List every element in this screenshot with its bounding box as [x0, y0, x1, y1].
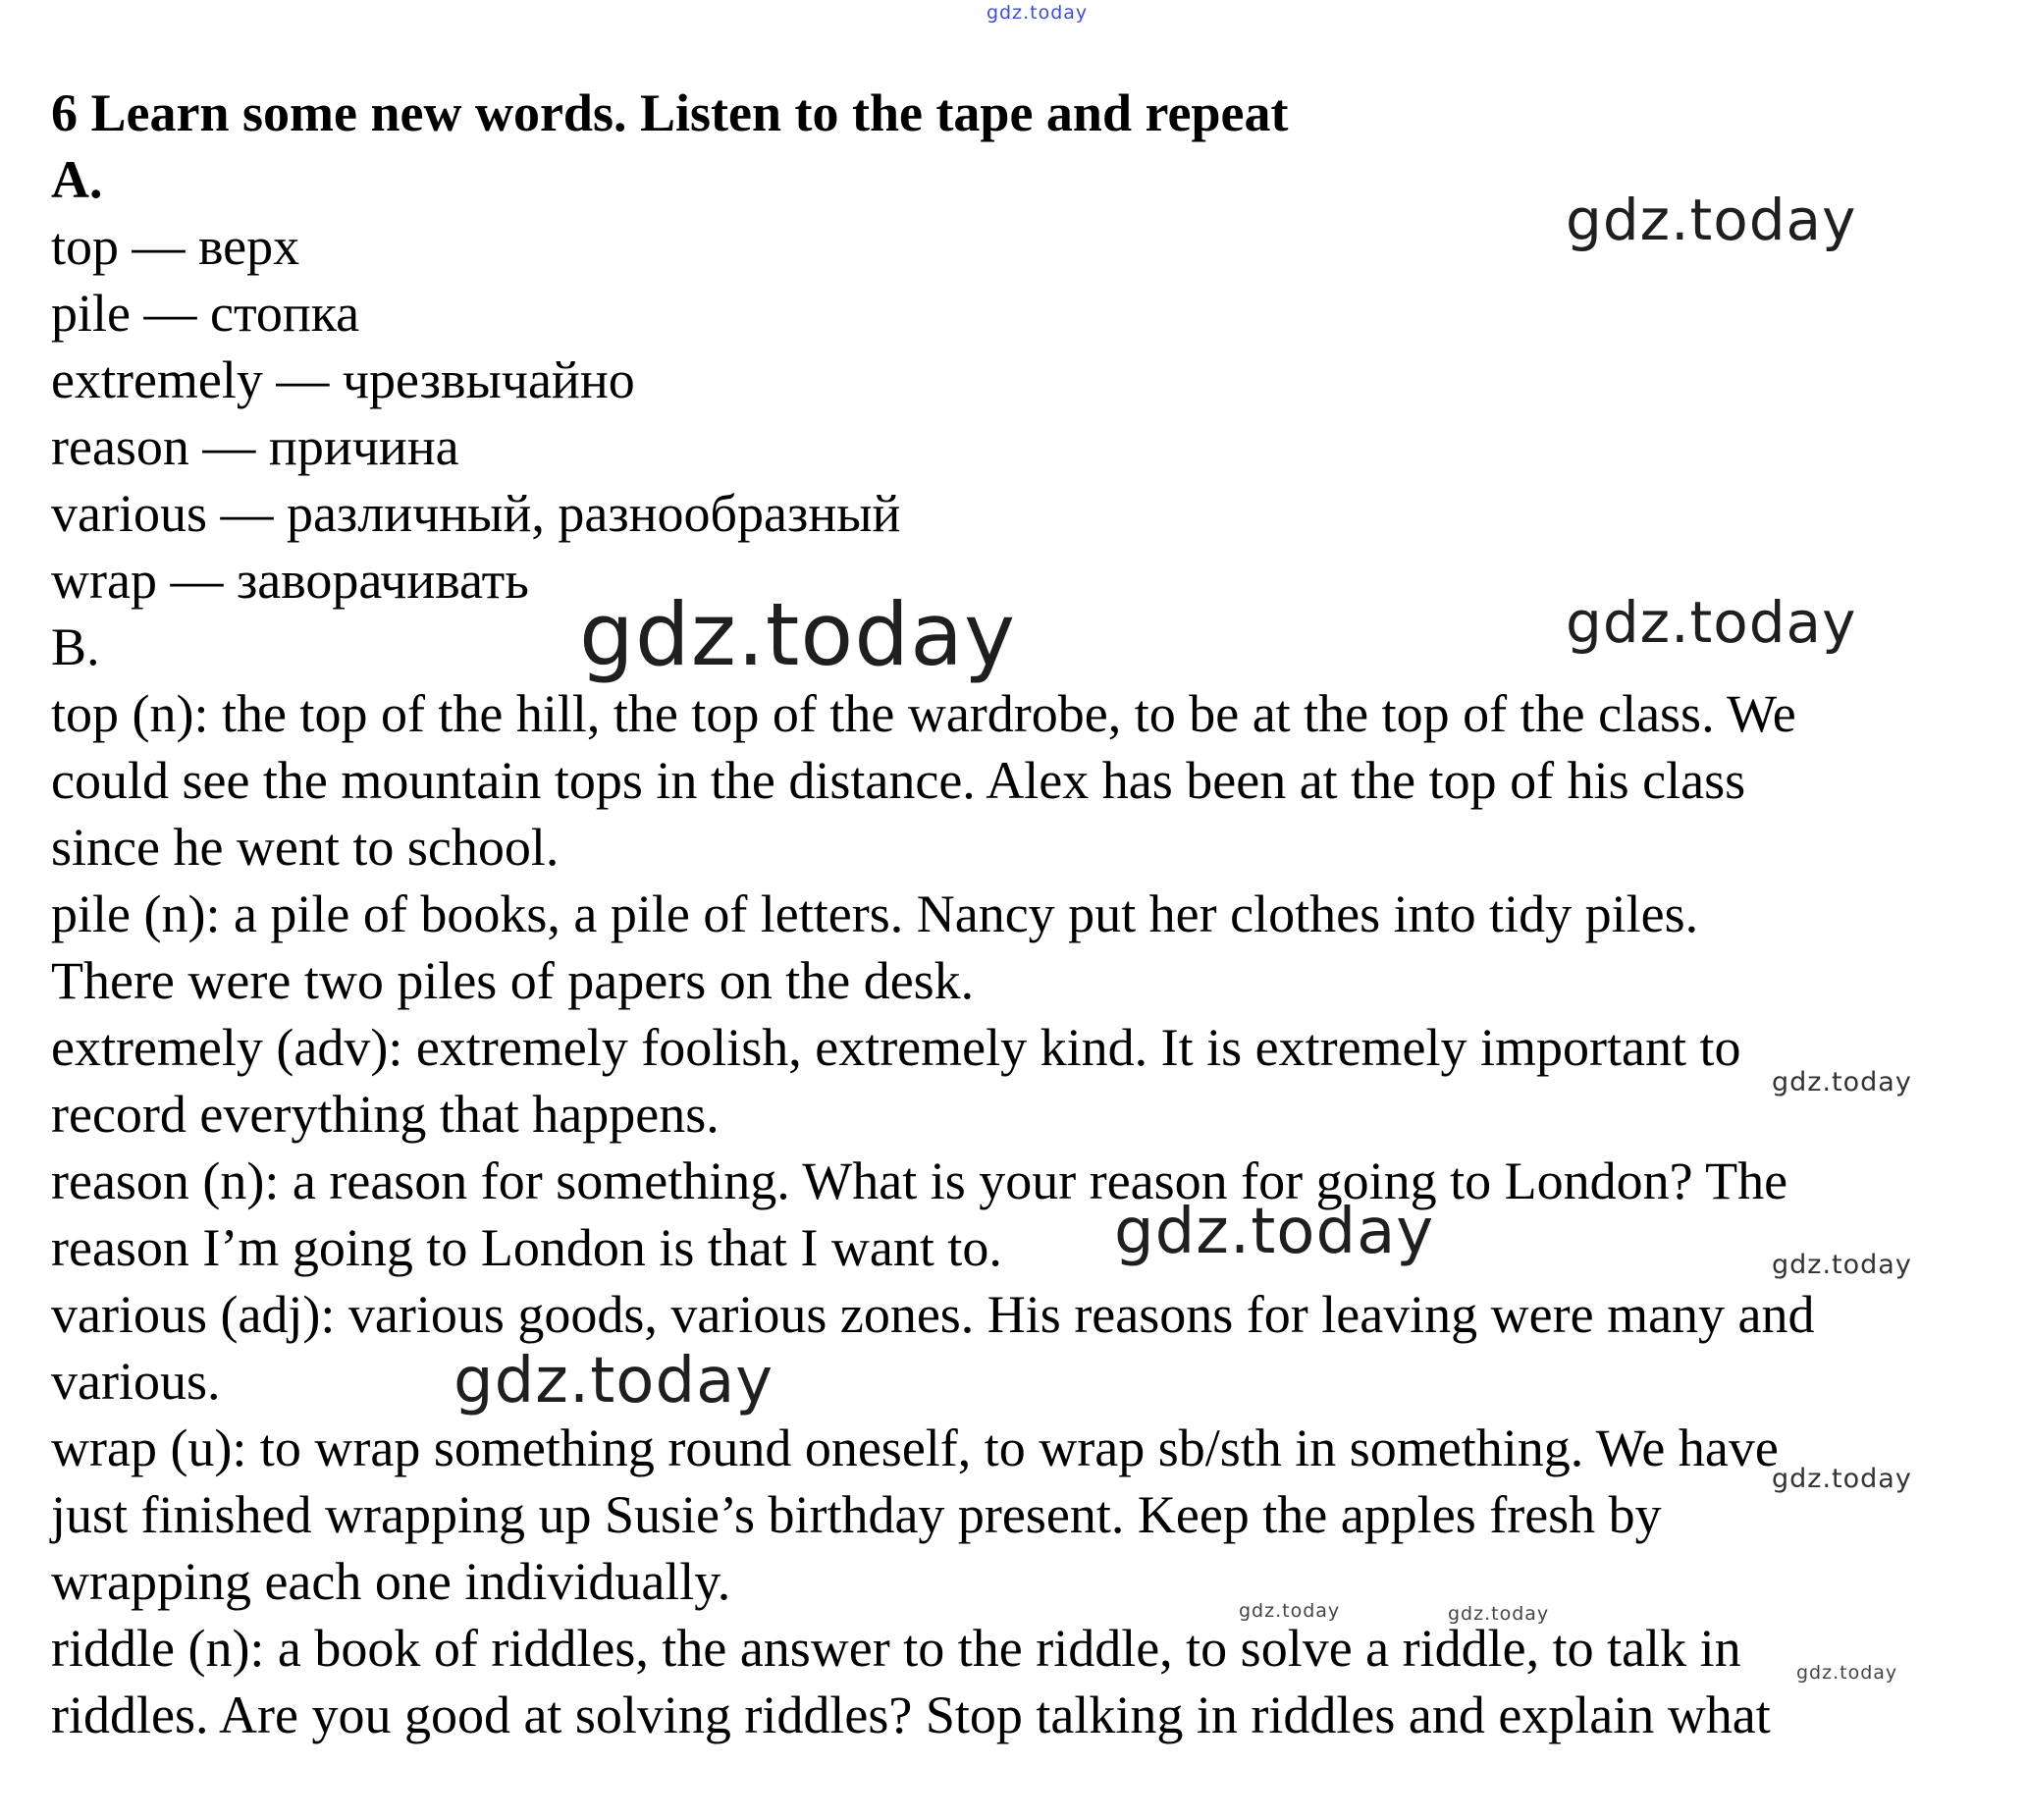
watermark-tiny: gdz.today — [1239, 1600, 1341, 1622]
section-b-label: B. — [51, 617, 100, 676]
section-a-label: A. — [51, 150, 103, 209]
body-line: record everything that happens. — [51, 1085, 720, 1144]
watermark-tiny: gdz.today — [1448, 1603, 1550, 1625]
body-line: riddles. Are you good at solving riddles? Stop talking in riddles and explain what — [51, 1686, 1771, 1744]
vocab-item: pile — стопка — [51, 284, 360, 343]
body-line: various. — [51, 1352, 221, 1411]
watermark-small: gdz.today — [1772, 1250, 1912, 1280]
body-line: could see the mountain tops in the distance. Alex has been at the top of his class — [51, 751, 1746, 810]
body-line: pile (n): a pile of books, a pile of letters. Nancy put her clothes into tidy piles. — [51, 884, 1699, 943]
watermark-small: gdz.today — [1772, 1067, 1912, 1097]
body-line: There were two piles of papers on the desk. — [51, 951, 975, 1010]
body-line: reason I’m going to London is that I want to. — [51, 1218, 1002, 1277]
exercise-heading: 6 Learn some new words. Listen to the tape and repeat — [51, 83, 1289, 142]
watermark-small: gdz.today — [1772, 1464, 1912, 1494]
watermark-top: gdz.today — [987, 2, 1089, 24]
vocab-item: reason — причина — [51, 417, 459, 476]
body-line: wrapping each one individually. — [51, 1552, 731, 1611]
watermark-tiny: gdz.today — [1796, 1662, 1898, 1684]
vocab-item: top — верх — [51, 217, 300, 276]
vocab-item: wrap — заворачивать — [51, 551, 529, 610]
body-line: wrap (u): to wrap something round oneself, to wrap sb/sth in something. We have — [51, 1419, 1779, 1477]
watermark: gdz.today — [1566, 187, 1857, 253]
body-line: just finished wrapping up Susie’s birthday present. Keep the apples fresh by — [51, 1485, 1662, 1544]
vocab-item: extremely — чрезвычайно — [51, 350, 635, 409]
body-line: top (n): the top of the hill, the top of the wardrobe, to be at the top of the class. We — [51, 684, 1796, 743]
body-line: riddle (n): a book of riddles, the answer to the riddle, to solve a riddle, to talk in — [51, 1619, 1741, 1678]
watermark: gdz.today — [1566, 589, 1857, 656]
body-line: extremely (adv): extremely foolish, extremely kind. It is extremely important to — [51, 1018, 1741, 1077]
vocab-item: various — различный, разнообразный — [51, 484, 901, 543]
watermark: gdz.today — [1114, 1196, 1435, 1268]
watermark: gdz.today — [453, 1345, 774, 1418]
body-line: reason (n): a reason for something. What is your reason for going to London? The — [51, 1151, 1788, 1210]
watermark-large: gdz.today — [579, 584, 1017, 685]
body-line: various (adj): various goods, various zones. His reasons for leaving were many and — [51, 1285, 1815, 1344]
body-line: since he went to school. — [51, 818, 560, 877]
